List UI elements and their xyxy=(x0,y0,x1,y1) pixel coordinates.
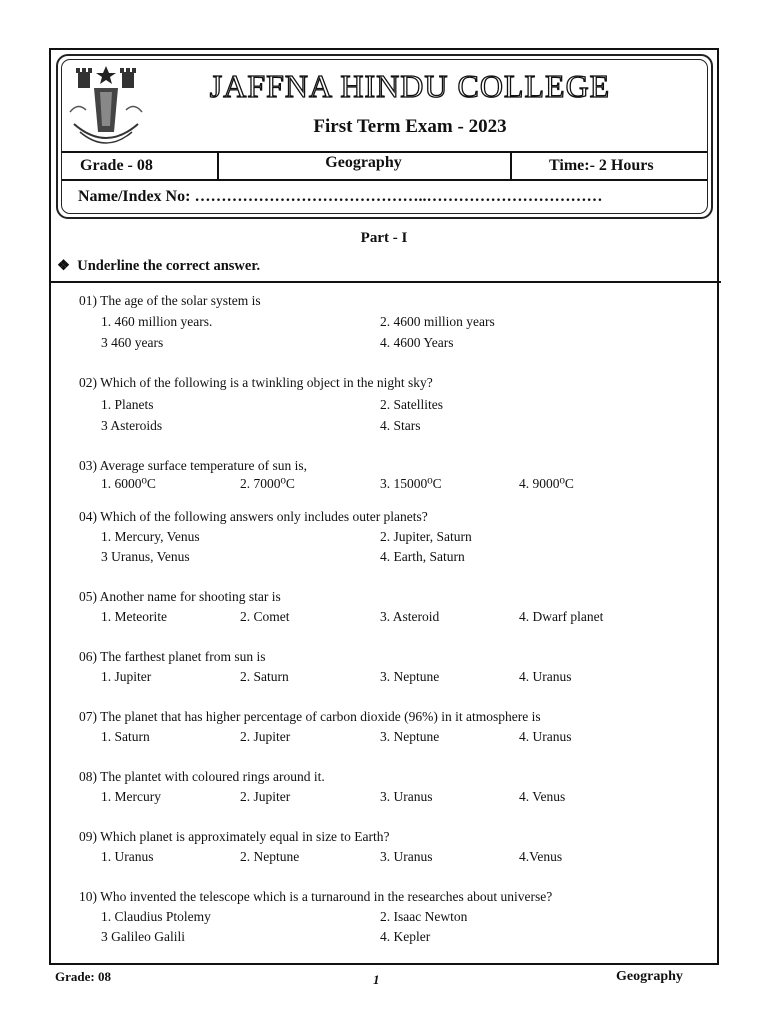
answer-option[interactable]: 4. Venus xyxy=(519,789,566,804)
answer-option[interactable]: 2. Jupiter xyxy=(240,729,291,744)
answer-option[interactable]: 3 Galileo Galili xyxy=(101,929,185,944)
question-text: 03) Average surface temperature of sun is, xyxy=(79,458,308,473)
answer-option[interactable]: 4. 4600 Years xyxy=(380,335,454,350)
answer-option[interactable]: 1. Jupiter xyxy=(101,669,152,684)
answer-option[interactable]: 2. 4600 million years xyxy=(380,314,495,329)
answer-option[interactable]: 4. Dwarf planet xyxy=(519,609,604,624)
answer-option[interactable]: 4. Kepler xyxy=(380,929,431,944)
question-text: 06) The farthest planet from sun is xyxy=(79,649,266,664)
answer-option[interactable]: 1. Uranus xyxy=(101,849,154,864)
answer-option[interactable]: 4. Uranus xyxy=(519,729,572,744)
answer-option[interactable]: 4. Earth, Saturn xyxy=(380,549,465,564)
answer-option[interactable]: 1. Saturn xyxy=(101,729,150,744)
question-text: 02) Which of the following is a twinkling object in the night sky? xyxy=(79,375,433,390)
diamond-bullet-icon: ❖ xyxy=(57,258,70,274)
answer-option[interactable]: 3. Uranus xyxy=(380,789,433,804)
answer-option[interactable]: 2. Comet xyxy=(240,609,290,624)
question-text: 05) Another name for shooting star is xyxy=(79,589,281,604)
answer-option[interactable]: 3 Asteroids xyxy=(101,418,163,433)
question-text: 09) Which planet is approximately equal in size to Earth? xyxy=(79,829,390,844)
answer-option[interactable]: 1. Planets xyxy=(101,397,154,412)
answer-option[interactable]: 1. Claudius Ptolemy xyxy=(101,909,211,924)
answer-option[interactable]: 1. 6000⁰C xyxy=(101,476,156,491)
college-name: JAFFNA HINDU COLLEGE xyxy=(209,68,611,104)
answer-option[interactable]: 1. Mercury xyxy=(101,789,161,804)
time-label: Time:- 2 Hours xyxy=(549,157,654,174)
name-index-field: Name/Index No: ……………………………………..…………………………… xyxy=(78,188,603,205)
answer-option[interactable]: 1. Mercury, Venus xyxy=(101,529,200,544)
grade-label: Grade - 08 xyxy=(80,157,153,174)
page-number: 1 xyxy=(373,972,380,987)
answer-option[interactable]: 2. Jupiter xyxy=(240,789,291,804)
answer-option[interactable]: 1. Meteorite xyxy=(101,609,167,624)
answer-option[interactable]: 4. Stars xyxy=(380,418,421,433)
exam-title: First Term Exam - 2023 xyxy=(313,116,507,137)
part-heading: Part - I xyxy=(360,230,408,246)
answer-option[interactable]: 3. Asteroid xyxy=(380,609,440,624)
question-text: 01) The age of the solar system is xyxy=(79,293,261,308)
answer-option[interactable]: 2. Neptune xyxy=(240,849,300,864)
question-text: 07) The planet that has higher percentage of carbon dioxide (96%) in it atmosphere is xyxy=(79,709,541,724)
answer-option[interactable]: 3 Uranus, Venus xyxy=(101,549,190,564)
footer-grade: Grade: 08 xyxy=(55,969,111,984)
answer-option[interactable]: 4.Venus xyxy=(519,849,563,864)
answer-option[interactable]: 2. Satellites xyxy=(380,397,443,412)
footer-subject: Geography xyxy=(616,969,683,984)
answer-option[interactable]: 2. Saturn xyxy=(240,669,289,684)
answer-option[interactable]: 2. Isaac Newton xyxy=(380,909,468,924)
question-text: 08) The plantet with coloured rings around it. xyxy=(79,769,325,784)
answer-option[interactable]: 2. Jupiter, Saturn xyxy=(380,529,472,544)
info-row xyxy=(62,151,707,181)
answer-option[interactable]: 3. Neptune xyxy=(380,729,440,744)
college-crest-logo xyxy=(64,62,148,152)
answer-option[interactable]: 3. Uranus xyxy=(380,849,433,864)
question-text: 10) Who invented the telescope which is a turnaround in the researches about universe? xyxy=(79,889,553,904)
question-text: 04) Which of the following answers only includes outer planets? xyxy=(79,509,428,524)
answer-option[interactable]: 4. 9000⁰C xyxy=(519,476,574,491)
answer-option[interactable]: 1. 460 million years. xyxy=(101,314,213,329)
info-divider xyxy=(510,153,512,179)
instruction xyxy=(57,258,260,275)
answer-option[interactable]: 3. 15000⁰C xyxy=(380,476,442,491)
instruction-text: Underline the correct answer. xyxy=(77,258,261,274)
answer-option[interactable]: 2. 7000⁰C xyxy=(240,476,295,491)
answer-option[interactable]: 4. Uranus xyxy=(519,669,572,684)
answer-option[interactable]: 3. Neptune xyxy=(380,669,440,684)
subject-label: Geography xyxy=(325,154,402,171)
answer-option[interactable]: 3 460 years xyxy=(101,335,164,350)
instruction-divider xyxy=(49,281,721,283)
